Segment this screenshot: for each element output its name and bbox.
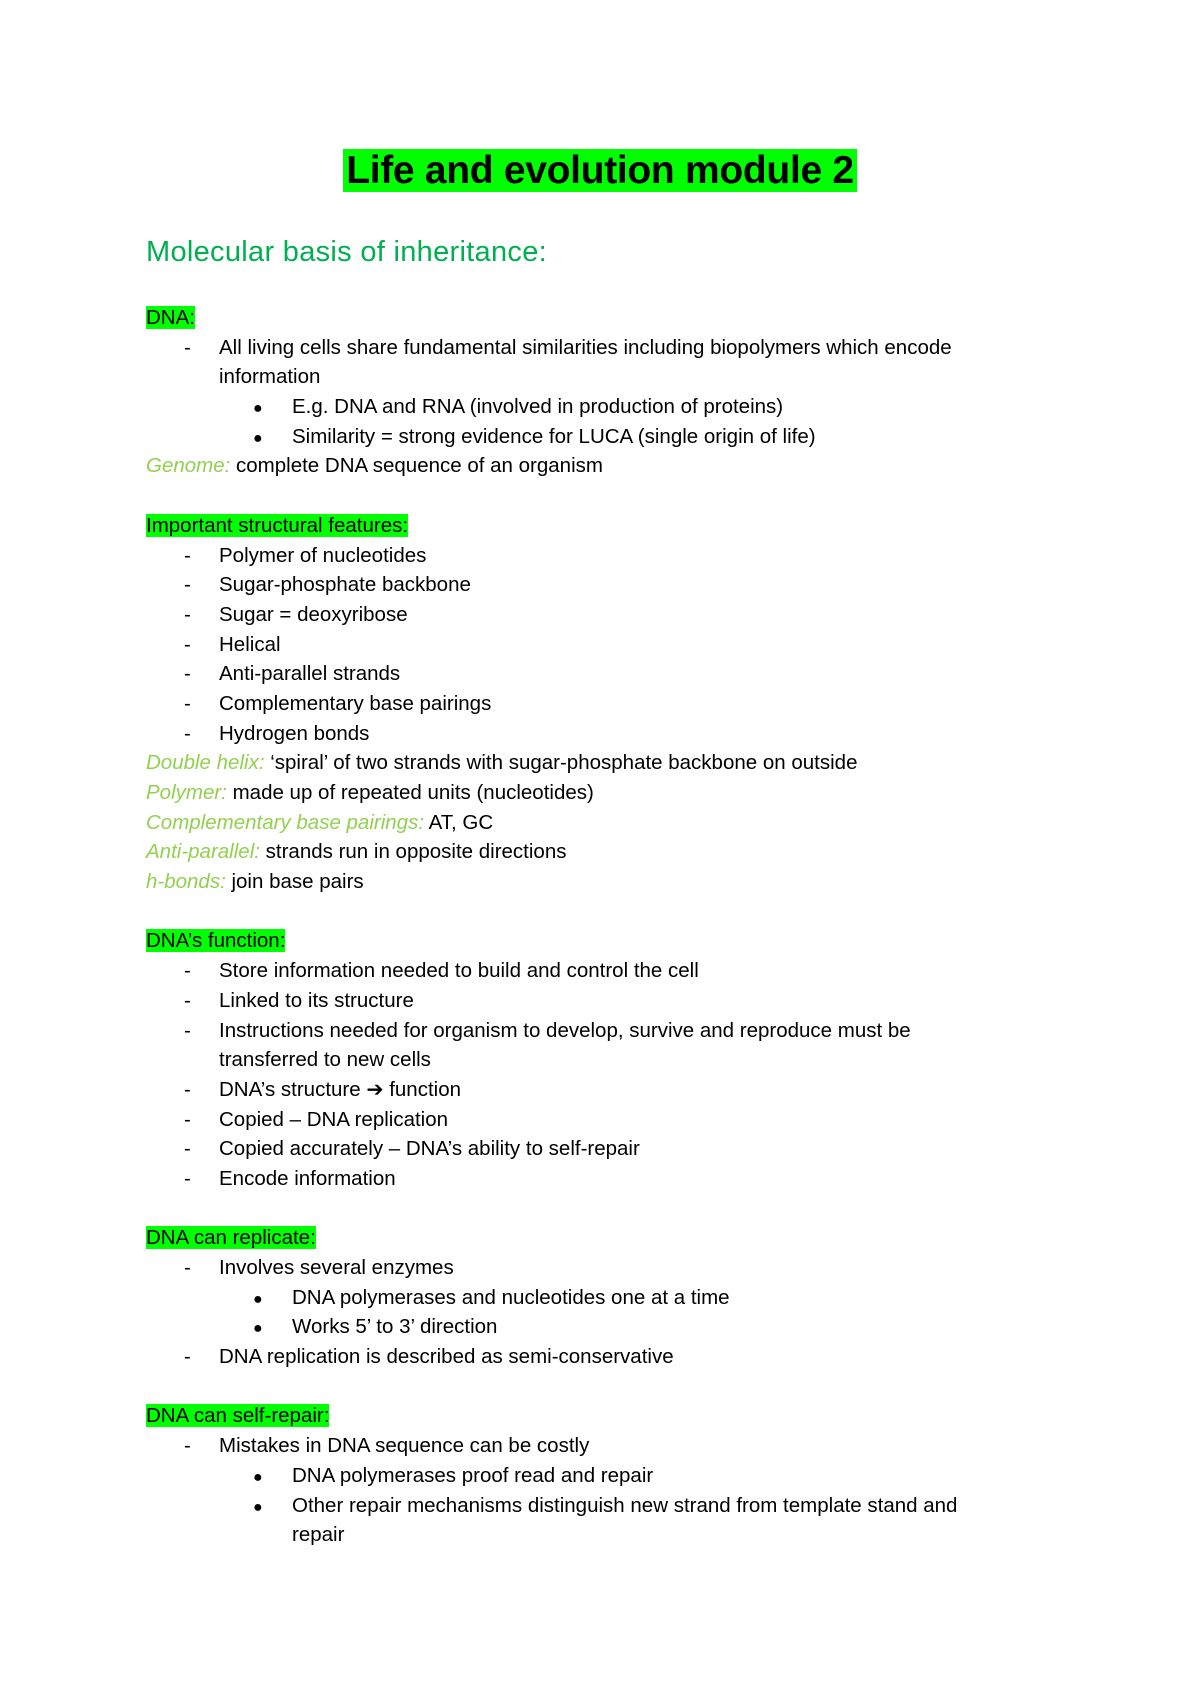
sub-list-item: ● Other repair mechanisms distinguish new strand from template stand and xyxy=(253,1493,958,1517)
list-item: - Anti-parallel strands xyxy=(184,662,401,686)
list-item: - Hydrogen bonds xyxy=(184,721,370,745)
definition-text: strands run in opposite directions xyxy=(259,840,567,864)
sub-list-item-continued: repair xyxy=(292,1523,345,1547)
list-item: - Store information needed to build and control the cell xyxy=(184,959,699,983)
list-item: - Linked to its structure xyxy=(184,988,414,1012)
definition-line xyxy=(146,808,1076,838)
heading-repair: DNA can self-repair: xyxy=(146,1404,330,1428)
page-title-wrap xyxy=(0,140,1200,202)
list-item: - Copied accurately – DNA’s ability to self-repair xyxy=(184,1137,640,1161)
sub-list-item: ● Works 5’ to 3’ direction xyxy=(253,1315,498,1339)
list-item: - Complementary base pairings xyxy=(184,691,492,715)
sub-list-item: ● DNA polymerases and nucleotides one at a time xyxy=(253,1285,730,1309)
definition-term: Anti-parallel: xyxy=(146,840,260,864)
list-item: - Mistakes in DNA sequence can be costly xyxy=(184,1434,590,1458)
definition-line xyxy=(146,748,1076,778)
list-item: - DNA’s structure ➔ function xyxy=(184,1077,462,1101)
definition-term: Genome: xyxy=(146,454,231,478)
list-item: - Sugar-phosphate backbone xyxy=(184,573,471,597)
list-item: - Copied – DNA replication xyxy=(184,1107,449,1131)
list-item: - DNA replication is described as semi-conservative xyxy=(184,1345,674,1369)
definition-term: h-bonds: xyxy=(146,870,226,894)
document-body xyxy=(146,303,1076,1550)
definition-line xyxy=(146,837,1076,867)
heading-replicate: DNA can replicate: xyxy=(146,1226,316,1250)
definition-text: AT, GC xyxy=(424,810,494,834)
list-item-continued: transferred to new cells xyxy=(219,1048,431,1072)
list-item: - Instructions needed for organism to develop, survive and reproduce must be xyxy=(184,1018,911,1042)
list-item: - Sugar = deoxyribose xyxy=(184,602,408,626)
page-title: Life and evolution module 2 xyxy=(343,149,857,192)
definition-text: ‘spiral’ of two strands with sugar-phosphate backbone on outside xyxy=(264,751,858,775)
list-item: - Encode information xyxy=(184,1166,396,1190)
definition-term: Polymer: xyxy=(146,781,227,804)
definition-line xyxy=(146,867,1076,897)
list-item-continued: information xyxy=(219,365,321,389)
definition-term: Double helix: xyxy=(146,751,265,775)
list-item: - Involves several enzymes xyxy=(184,1256,454,1279)
sub-list-item: ● DNA polymerases proof read and repair xyxy=(253,1463,654,1487)
list-item: - Helical xyxy=(184,632,281,656)
definition-text: complete DNA sequence of an organism xyxy=(230,454,603,478)
definition-term: Complementary base pairings: xyxy=(146,810,425,834)
heading-function: DNA’s function: xyxy=(146,929,286,953)
definition-line xyxy=(146,451,1076,481)
definition-text: made up of repeated units (nucleotides) xyxy=(226,781,594,804)
sub-list-item: ● E.g. DNA and RNA (involved in production of proteins) xyxy=(253,395,784,419)
sub-list-item: ● Similarity = strong evidence for LUCA (single origin of life) xyxy=(253,424,816,448)
heading-structure: Important structural features: xyxy=(146,513,409,537)
list-item: - All living cells share fundamental similarities including biopolymers which encode xyxy=(184,335,952,359)
definition-text: join base pairs xyxy=(225,870,364,894)
definition-line xyxy=(146,778,1076,808)
list-item: - Polymer of nucleotides xyxy=(184,543,427,567)
section-subtitle: Molecular basis of inheritance: xyxy=(146,236,547,268)
heading-dna: DNA: xyxy=(146,306,195,329)
